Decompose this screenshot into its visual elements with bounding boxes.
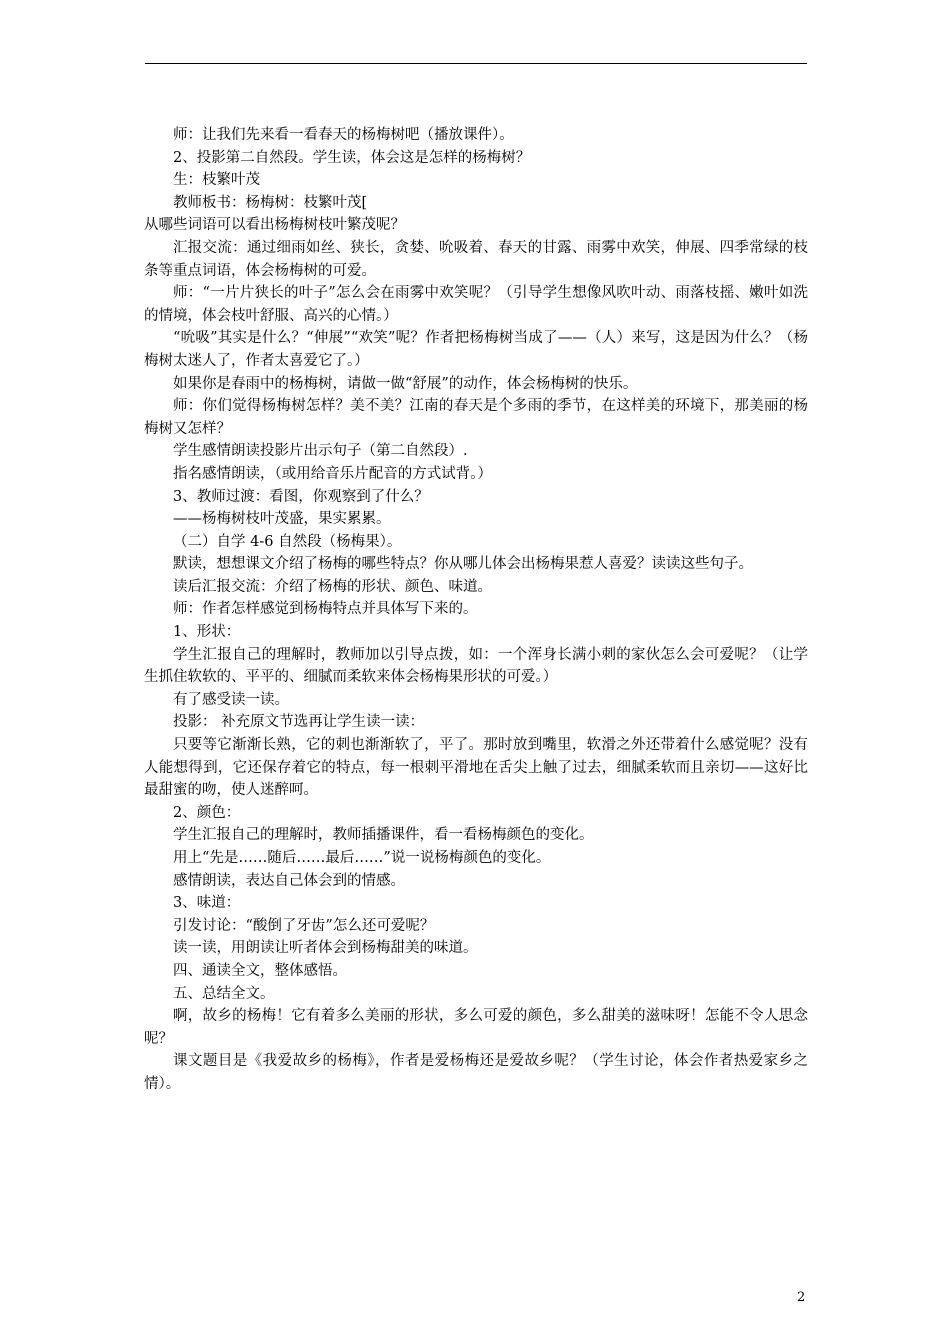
paragraph: 只要等它渐渐长熟，它的刺也渐渐软了，平了。那时放到嘴里，软滑之外还带着什么感觉呢？没有人能想得到，它还保存着它的特点，每一根刺平滑地在舌尖上触了过去，细腻柔软而且亲切——这好比最甜蜜的吻，使人迷醉呵。	[144, 737, 808, 799]
paragraph: 汇报交流：通过细雨如丝、狭长，贪婪、吮吸着、春天的甘露、雨雾中欢笑，伸展、四季常绿的枝条等重点词语，体会杨梅树的可爱。	[144, 239, 808, 279]
paragraph: 五、总结全文。	[173, 985, 275, 1002]
paragraph: 读一读，用朗读让听者体会到杨梅甜美的味道。	[173, 940, 478, 957]
paragraph: 生：枝繁叶茂	[173, 172, 260, 189]
paragraph: 用上“先是……随后……最后……”说一说杨梅颜色的变化。	[173, 850, 551, 866]
paragraph: 师：“一片片狭长的叶子”怎么会在雨雾中欢笑呢？（引导学生想像风吹叶动、雨落枝摇、嫩叶如洗的情境，体会枝叶舒服、高兴的心情。）	[144, 285, 808, 324]
paragraph: 有了感受读一读。	[173, 691, 289, 708]
paragraph: 3、味道：	[173, 895, 241, 912]
paragraph: 学生感情朗读投影片出示句子（第二自然段）.	[173, 443, 468, 460]
paragraph: 2、颜色：	[173, 804, 241, 821]
paragraph: （二）自学 4-6 自然段（杨梅果）。	[173, 533, 402, 550]
paragraph: 从哪些词语可以看出杨梅树枝叶繁茂呢？	[144, 217, 405, 234]
paragraph: 四、通读全文，整体感悟。	[173, 962, 347, 979]
paragraph: 师：你们觉得杨梅树怎样？美不美？江南的春天是个多雨的季节，在这样美的环境下，那美丽的杨梅树又怎样？	[144, 398, 808, 437]
paragraph: “吮吸”其实是什么？“伸展”“欢笑”呢？作者把杨梅树当成了——（人）来写，这是因为什么？（杨梅树太迷人了，作者太喜爱它了。）	[144, 330, 808, 369]
paragraph: 教师板书：杨梅树：枝繁叶茂[	[173, 194, 368, 211]
paragraph: 感情朗读，表达自己体会到的情感。	[173, 872, 405, 889]
paragraph: 啊，故乡的杨梅！它有着多么美丽的形状，多么可爱的颜色，多么甜美的滋味呀！怎能不令人思念呢？	[144, 1008, 808, 1047]
document-body	[144, 124, 808, 1096]
paragraph: 课文题目是《我爱故乡的杨梅》，作者是爱杨梅还是爱故乡呢？（学生讨论，体会作者热爱家乡之情）。	[144, 1053, 808, 1092]
paragraph: 师：让我们先来看一看春天的杨梅树吧（播放课件）。	[173, 127, 514, 143]
paragraph: 2、投影第二自然段。学生读，体会这是怎样的杨梅树？	[173, 149, 531, 166]
paragraph: 默读，想想课文介绍了杨梅的哪些特点？你从哪儿体会出杨梅果惹人喜爱？读读这些句子。	[173, 556, 753, 573]
paragraph: 学生汇报自己的理解时，教师插播课件，看一看杨梅颜色的变化。	[173, 827, 594, 844]
paragraph: 如果你是春雨中的杨梅树，请做一做“舒展”的动作，体会杨梅树的快乐。	[173, 375, 638, 392]
paragraph: 读后汇报交流：介绍了杨梅的形状、颜色、味道。	[173, 578, 492, 595]
paragraph: 师：作者怎样感觉到杨梅特点并具体写下来的。	[173, 601, 478, 618]
paragraph: 指名感情朗读，（或用给音乐片配音的方式试背。）	[173, 465, 492, 482]
paragraph: 投影： 补充原文节选再让学生读一读：	[173, 714, 425, 731]
page-number: 2	[797, 1290, 806, 1305]
paragraph: 1、形状：	[173, 624, 241, 641]
header-rule	[145, 63, 807, 64]
paragraph: 引发讨论：“酸倒了牙齿”怎么还可爱呢？	[173, 917, 435, 934]
paragraph: 学生汇报自己的理解时，教师加以引导点拨，如：一个浑身长满小刺的家伙怎么会可爱呢？（让学生抓住软软的、平平的、细腻而柔软来体会杨梅果形状的可爱。）	[144, 646, 808, 686]
paragraph: 3、教师过渡：看图，你观察到了什么？	[173, 488, 429, 505]
paragraph: ——杨梅树枝叶茂盛，果实累累。	[173, 511, 391, 528]
